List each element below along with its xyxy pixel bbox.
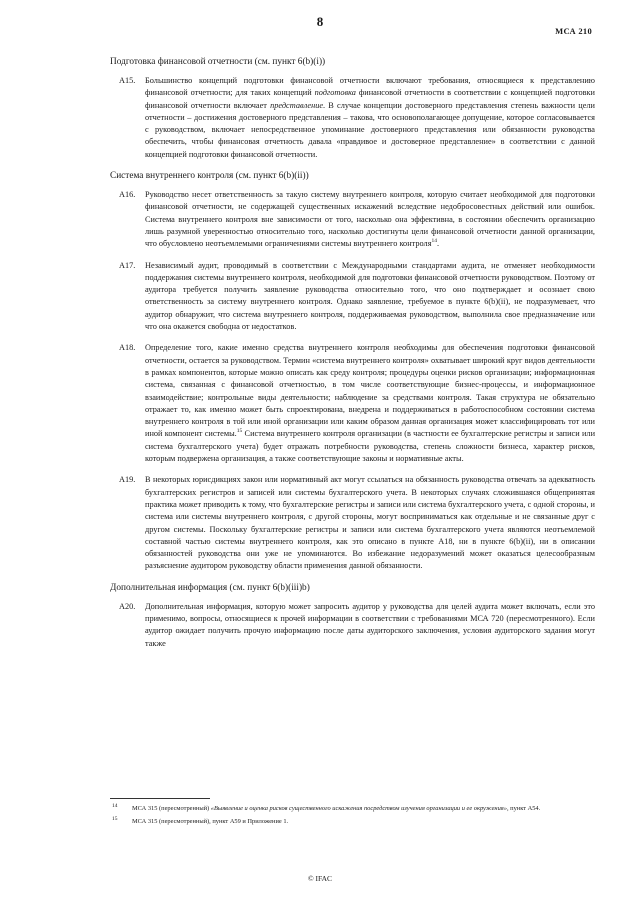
footnotes — [110, 804, 595, 829]
paragraph — [110, 260, 595, 334]
section-heading: Подготовка финансовой отчетности (см. пункт 6(b)(i)) — [110, 57, 326, 67]
paragraph-text: Дополнительная информация, которую может запросить аудитор у руководства для целей аудита может включать, если это применимо, вопросы, относящиеся к прочей информации в соответствии с требованиями МСА 720 (пересмотренного). Если аудитор ожидает получить прочую информацию после даты аудиторского заключения, условия аудиторского задания могут также — [145, 601, 595, 648]
footnote — [110, 817, 595, 827]
paragraph — [110, 342, 595, 465]
footnote-number: 15 — [112, 815, 118, 822]
document-body — [110, 56, 595, 659]
paragraph-number: A19. — [119, 475, 136, 485]
footnote-divider — [110, 798, 210, 799]
standard-code: МСА 210 — [555, 26, 592, 36]
page-number: 8 — [316, 14, 324, 29]
footnote — [110, 804, 595, 814]
paragraph-number: A20. — [119, 601, 136, 611]
section-heading: Дополнительная информация (см. пункт 6(b)(iii)b) — [110, 582, 310, 593]
paragraph — [110, 189, 595, 250]
paragraph-text: Большинство концепций подготовки финансовой отчетности включают требования, относящиеся к представлению финансовой отчетности; для таких концепций подготовка финансовой отчетности в соответствии с концепцией подготовки финансовой отчетности включает представление. В случае концепции достоверного представления степень важности цели отчетности – достижения достоверного представления – такова, что основополагающее допущение, которое согласовывается с руководством, включает непосредственное упоминание достоверного представления или обязанности руководства обеспечить, чтобы финансовая отчетность давала «правдивое и достоверное представление» в соответствии с данной концепцией подготовки финансовой отчетности. — [145, 76, 595, 159]
paragraph — [110, 75, 595, 161]
paragraph-number: A16. — [119, 190, 136, 200]
footnote-text: МСА 315 (пересмотренный), пункт A59 и Приложение 1. — [132, 817, 289, 825]
footnote-number: 14 — [112, 803, 118, 809]
paragraph-text: Независимый аудит, проводимый в соответствии с Международными стандартами аудита, не отменяет необходимости поддержания системы внутреннего контроля, необходимой для подготовки финансовой отчетности руководством. Поэтому от аудитора требуется получить заявление руководства относительно того, что оно подтверждает и осознает свою ответственность за систему внутреннего контроля. Однако заявление, требуемое в пункте 6(b)(ii), не подразумевает, что аудитор обнаружит, что система внутреннего контроля, поддерживаемая руководством, выполнила свое предназначение или что она окажется свободна от недостатков. — [145, 260, 595, 332]
paragraph — [110, 601, 595, 650]
paragraph-number: A15. — [119, 76, 136, 85]
paragraph-number: A18. — [119, 343, 136, 353]
paragraph — [110, 474, 595, 572]
paragraph-text: Руководство несет ответственность за такую систему внутреннего контроля, которую считает необходимой для подготовки финансовой отчетности, не содержащей существенных искажений вследствие недобросовестных действий или ошибок. Система внутреннего контроля вне зависимости от того, насколько она эффективна, в состоянии обеспечить организацию лишь разумной уверенностью относительно того, насколько достигнуты цели финансовой отчетности данной организации, что обусловлено неотъемлемыми ограничениями системы внутреннего контроля$^{14}$. — [145, 190, 595, 249]
paragraph-text: Определение того, какие именно средства внутреннего контроля необходимы для обеспечения подготовки финансовой отчетности, остается за руководством. Термин «система внутреннего контроля» охватывает широкий круг видов деятельности в рамках компонентов, которые можно описать как среду контроля; процедуры оценки рисков организации; информационная система, связанная с финансовой отчетностью, в том числе соответствующие бизнес-процессы, и информационное взаимодействие; контрольные виды деятельности; наблюдение за средствами контроля. Такая структура не обязательно отражает то, как именно может быть спроектирована, внедрена и поддерживаться в работоспособном состоянии система внутреннего контроля в той или иной организации или каким образом данная организация может классифицировать тот или иной компонент системы.$^{15}$ Система внутреннего контроля организации (в частности ее бухгалтерские регистры и записи или система бухгалтерского учета) будет отражать потребности руководства, степень сложности бизнеса, характер рисков, которым подвержена организация, а также соответствующие законы и нормативные акты. — [145, 343, 596, 464]
section-heading: Система внутреннего контроля (см. пункт 6(b)(ii)) — [110, 171, 309, 182]
paragraph-text: В некоторых юрисдикциях закон или нормативный акт могут ссылаться на обязанность руководства отвечать за адекватность бухгалтерских регистров и записей или системы бухгалтерского учета. В некоторых случаях сложившаяся общепринятая практика может приводить к тому, что бухгалтерские регистры и записи или система бухгалтерского учета, с одной стороны, и система или системы внутреннего контроля, с другой стороны, могут восприниматься как отдельные и не связанные друг с другом системы. Поскольку бухгалтерские регистры и записи или система бухгалтерского учета являются неотъемлемой составной частью системы внутреннего контроля, как это описано в пункте A18, ни в пункте 6(b)(ii), ни в описании обязанностей руководства они уже не упоминаются. Во избежание недоразумений может оказаться целесообразным разъяснение аудитором руководству области применения данной обязанности. — [145, 475, 595, 571]
copyright-footer: © IFAC — [307, 874, 333, 883]
footnote-text: МСА 315 (пересмотренный) «Выявление и оценка рисков существенного искажения посредством изучения организации и ее окружения», пункт A54. — [132, 805, 541, 812]
paragraph-number: A17. — [119, 260, 136, 270]
